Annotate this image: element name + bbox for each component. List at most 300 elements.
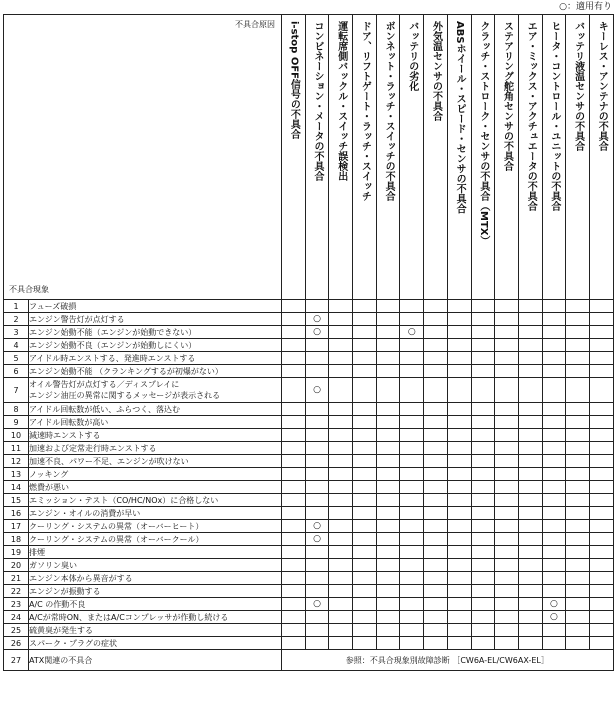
symptom-cell [29, 442, 282, 455]
cause-column-header [566, 15, 590, 300]
row-number: 14 [4, 481, 29, 494]
matrix-cell [471, 429, 495, 442]
matrix-cell [447, 585, 471, 598]
symptom-line: エンジン始動不能（エンジンが始動できない） [29, 327, 197, 337]
matrix-cell [447, 326, 471, 339]
cause-label: 外気温センサの不具合 [430, 21, 442, 121]
matrix-cell [495, 559, 519, 572]
matrix-cell [424, 403, 448, 416]
cause-label: ドア、リフトゲート・ラッチ・スイッチ [359, 21, 371, 201]
matrix-cell [353, 455, 377, 468]
matrix-cell [447, 300, 471, 313]
applicable-mark: ○ [305, 326, 329, 339]
atx-reference-row [4, 650, 614, 671]
matrix-cell [424, 585, 448, 598]
matrix-cell [329, 598, 353, 611]
matrix-cell [353, 300, 377, 313]
matrix-cell [542, 533, 566, 546]
applicable-mark: ○ [305, 533, 329, 546]
symptom-cell [29, 520, 282, 533]
matrix-cell [353, 637, 377, 650]
matrix-cell [447, 598, 471, 611]
row-number: 1 [4, 300, 29, 313]
matrix-cell [542, 520, 566, 533]
matrix-cell [282, 378, 306, 403]
symptom-line: クーリング・システムの異常（オーバーヒート） [29, 521, 204, 531]
row-number: 8 [4, 403, 29, 416]
matrix-cell [471, 507, 495, 520]
matrix-cell [376, 507, 400, 520]
matrix-cell [424, 637, 448, 650]
matrix-cell [329, 416, 353, 429]
matrix-cell [589, 611, 613, 624]
matrix-cell [353, 520, 377, 533]
matrix-cell [471, 313, 495, 326]
matrix-cell [376, 481, 400, 494]
matrix-cell [566, 611, 590, 624]
row-number: 3 [4, 326, 29, 339]
matrix-cell [424, 520, 448, 533]
matrix-cell [542, 559, 566, 572]
cause-column-header [518, 15, 542, 300]
row-number: 6 [4, 365, 29, 378]
matrix-cell [589, 494, 613, 507]
matrix-cell [566, 429, 590, 442]
matrix-cell [282, 520, 306, 533]
matrix-cell [353, 313, 377, 326]
matrix-cell [376, 429, 400, 442]
matrix-cell [400, 611, 424, 624]
matrix-cell [305, 585, 329, 598]
table-row [4, 585, 614, 598]
matrix-cell [400, 507, 424, 520]
matrix-cell [282, 507, 306, 520]
matrix-cell [424, 572, 448, 585]
matrix-cell [424, 611, 448, 624]
matrix-cell [447, 637, 471, 650]
symptom-cell [29, 365, 282, 378]
table-row [4, 429, 614, 442]
matrix-cell [376, 403, 400, 416]
matrix-cell [495, 442, 519, 455]
matrix-cell [424, 416, 448, 429]
matrix-cell [566, 365, 590, 378]
symptom-line: A/Cが常時ON、またはA/Cコンプレッサが作動し続ける [29, 612, 229, 622]
matrix-cell [518, 339, 542, 352]
matrix-cell [424, 300, 448, 313]
matrix-cell [566, 520, 590, 533]
matrix-cell [400, 520, 424, 533]
matrix-cell [518, 326, 542, 339]
legend-note: ○：適用有り [559, 2, 612, 12]
matrix-cell [424, 481, 448, 494]
matrix-cell [495, 326, 519, 339]
matrix-cell [400, 572, 424, 585]
matrix-cell [542, 546, 566, 559]
symptom-cell [29, 403, 282, 416]
row-number: 17 [4, 520, 29, 533]
row-number: 13 [4, 468, 29, 481]
matrix-cell [353, 442, 377, 455]
matrix-cell [518, 416, 542, 429]
matrix-cell [495, 378, 519, 403]
matrix-cell [566, 585, 590, 598]
matrix-cell [589, 533, 613, 546]
matrix-cell [518, 559, 542, 572]
matrix-cell [471, 585, 495, 598]
symptom-line: エミッション・テスト（CO/HC/NOx）に合格しない [29, 495, 219, 505]
matrix-cell [305, 339, 329, 352]
symptom-cell [29, 611, 282, 624]
row-number: 5 [4, 352, 29, 365]
row-number: 22 [4, 585, 29, 598]
matrix-cell [447, 572, 471, 585]
cause-label: i-stop OFF信号の不具合 [288, 21, 300, 139]
applicable-mark: ○ [400, 326, 424, 339]
matrix-cell [589, 378, 613, 403]
matrix-cell [400, 455, 424, 468]
matrix-cell [353, 533, 377, 546]
matrix-cell [542, 339, 566, 352]
matrix-cell [447, 442, 471, 455]
header-corner-cell [4, 15, 282, 300]
matrix-cell [376, 637, 400, 650]
matrix-cell [566, 559, 590, 572]
matrix-cell [447, 468, 471, 481]
table-row [4, 339, 614, 352]
table-row [4, 546, 614, 559]
symptom-line: エンジン警告灯が点灯する [29, 314, 125, 324]
symptom-line: エンジン油圧の異常に関するメッセージが表示される [29, 391, 221, 400]
row-number: 20 [4, 559, 29, 572]
table-row [4, 611, 614, 624]
matrix-cell [542, 572, 566, 585]
matrix-cell [447, 378, 471, 403]
matrix-cell [376, 572, 400, 585]
matrix-cell [329, 468, 353, 481]
reference-note: 参照：不具合現象別故障診断 ［CW6A-EL/CW6AX-EL］ [282, 650, 614, 671]
matrix-cell [471, 546, 495, 559]
matrix-cell [447, 455, 471, 468]
matrix-cell [282, 572, 306, 585]
matrix-cell [589, 572, 613, 585]
matrix-cell [471, 598, 495, 611]
row-number: 23 [4, 598, 29, 611]
matrix-cell [424, 365, 448, 378]
matrix-cell [589, 326, 613, 339]
matrix-cell [400, 442, 424, 455]
matrix-cell [471, 403, 495, 416]
symptom-line: エンジン始動不良（エンジンが始動しにくい） [29, 340, 197, 350]
matrix-cell [518, 624, 542, 637]
row-number: 19 [4, 546, 29, 559]
matrix-cell [589, 300, 613, 313]
cause-label: ステアリング舵角センサの不具合 [501, 21, 513, 171]
matrix-cell [589, 352, 613, 365]
cause-label: キーレス・アンテナの不具合 [596, 21, 608, 151]
table-row [4, 533, 614, 546]
row-number: 21 [4, 572, 29, 585]
matrix-cell [518, 468, 542, 481]
matrix-cell [329, 339, 353, 352]
matrix-cell [447, 416, 471, 429]
cause-column-header [471, 15, 495, 300]
matrix-cell [589, 416, 613, 429]
symptom-cell [29, 416, 282, 429]
matrix-cell [329, 559, 353, 572]
matrix-cell [282, 442, 306, 455]
matrix-cell [376, 611, 400, 624]
table-row [4, 352, 614, 365]
symptom-line: クーリング・システムの異常（オーバークール） [29, 534, 204, 544]
matrix-cell [589, 455, 613, 468]
matrix-cell [329, 624, 353, 637]
symptom-axis-label: 不具合現象 [9, 285, 49, 294]
cause-label: バッテリの劣化 [406, 21, 418, 91]
table-row [4, 442, 614, 455]
matrix-cell [400, 546, 424, 559]
matrix-cell [376, 598, 400, 611]
table-row [4, 559, 614, 572]
symptom-cell [29, 481, 282, 494]
applicable-mark: ○ [305, 313, 329, 326]
symptom-line: アイドル時エンストする、発進時エンストする [29, 353, 196, 363]
matrix-cell [424, 378, 448, 403]
row-number: 18 [4, 533, 29, 546]
matrix-cell [589, 429, 613, 442]
symptom-cell [29, 326, 282, 339]
matrix-cell [566, 378, 590, 403]
cause-label: エア・ミックス・アクチュエータの不具合 [525, 21, 537, 211]
matrix-cell [566, 494, 590, 507]
table-row [4, 507, 614, 520]
matrix-cell [353, 339, 377, 352]
matrix-cell [471, 468, 495, 481]
symptom-line: 硫黄臭が発生する [29, 625, 93, 635]
row-number: 2 [4, 313, 29, 326]
matrix-cell [282, 300, 306, 313]
matrix-cell [424, 494, 448, 507]
matrix-cell [471, 624, 495, 637]
applicable-mark: ○ [542, 598, 566, 611]
symptom-line: 排煙 [29, 547, 45, 557]
matrix-cell [329, 455, 353, 468]
matrix-cell [518, 546, 542, 559]
cause-column-header [353, 15, 377, 300]
symptom-cell [29, 624, 282, 637]
matrix-cell [495, 429, 519, 442]
cause-column-header [305, 15, 329, 300]
matrix-cell [376, 416, 400, 429]
matrix-cell [353, 585, 377, 598]
matrix-cell [400, 378, 424, 403]
symptom-cell [29, 494, 282, 507]
matrix-cell [424, 313, 448, 326]
table-row [4, 416, 614, 429]
matrix-cell [495, 598, 519, 611]
matrix-cell [542, 507, 566, 520]
matrix-cell [305, 494, 329, 507]
matrix-cell [400, 624, 424, 637]
symptom-cell [29, 546, 282, 559]
matrix-cell [329, 352, 353, 365]
symptom-cell [29, 378, 282, 403]
symptom-line: エンジン始動不能 （クランキングするが初爆がない） [29, 366, 223, 376]
matrix-cell [282, 326, 306, 339]
symptom-line: 加速不良、パワー不足、エンジンが吹けない [29, 456, 189, 466]
matrix-cell [518, 300, 542, 313]
row-number: 11 [4, 442, 29, 455]
matrix-cell [376, 378, 400, 403]
matrix-cell [400, 494, 424, 507]
table-row [4, 468, 614, 481]
row-number: 25 [4, 624, 29, 637]
matrix-cell [329, 507, 353, 520]
matrix-cell [305, 481, 329, 494]
matrix-cell [376, 455, 400, 468]
matrix-cell [305, 637, 329, 650]
symptom-line: エンジン・オイルの消費が早い [29, 508, 141, 518]
matrix-cell [282, 637, 306, 650]
matrix-cell [353, 611, 377, 624]
matrix-cell [518, 455, 542, 468]
matrix-cell [447, 352, 471, 365]
matrix-cell [282, 598, 306, 611]
symptom-line: エンジンが振動する [29, 586, 101, 596]
symptom-line: エンジン本体から異音がする [29, 573, 133, 583]
matrix-cell [495, 339, 519, 352]
matrix-cell [329, 533, 353, 546]
cause-label: ABSホイール・スピード・センサの不具合 [454, 21, 466, 214]
matrix-cell [376, 352, 400, 365]
matrix-cell [566, 455, 590, 468]
matrix-cell [447, 429, 471, 442]
matrix-cell [329, 313, 353, 326]
matrix-cell [305, 611, 329, 624]
matrix-cell [471, 339, 495, 352]
matrix-cell [305, 442, 329, 455]
symptom-cell [29, 650, 282, 671]
matrix-cell [447, 546, 471, 559]
matrix-cell [518, 507, 542, 520]
symptom-cell [29, 572, 282, 585]
matrix-cell [518, 429, 542, 442]
matrix-cell [566, 326, 590, 339]
matrix-cell [282, 481, 306, 494]
matrix-cell [400, 598, 424, 611]
table-row [4, 378, 614, 403]
matrix-cell [566, 468, 590, 481]
row-number: 26 [4, 637, 29, 650]
symptom-cell [29, 429, 282, 442]
matrix-cell [282, 416, 306, 429]
matrix-cell [329, 481, 353, 494]
symptom-cell [29, 339, 282, 352]
matrix-cell [329, 520, 353, 533]
matrix-cell [447, 611, 471, 624]
matrix-cell [566, 572, 590, 585]
matrix-cell [329, 546, 353, 559]
diagnosis-matrix-table [3, 14, 614, 671]
matrix-cell [495, 365, 519, 378]
matrix-cell [566, 339, 590, 352]
matrix-cell [305, 365, 329, 378]
matrix-cell [518, 442, 542, 455]
symptom-cell [29, 468, 282, 481]
matrix-cell [589, 403, 613, 416]
symptom-cell [29, 585, 282, 598]
matrix-cell [589, 365, 613, 378]
matrix-cell [305, 429, 329, 442]
matrix-cell [376, 624, 400, 637]
matrix-cell [400, 481, 424, 494]
matrix-cell [305, 300, 329, 313]
matrix-cell [518, 365, 542, 378]
matrix-cell [471, 559, 495, 572]
matrix-cell [518, 533, 542, 546]
matrix-cell [282, 455, 306, 468]
matrix-cell [376, 533, 400, 546]
cause-column-header [589, 15, 613, 300]
matrix-cell [282, 559, 306, 572]
matrix-cell [518, 637, 542, 650]
cause-column-header [329, 15, 353, 300]
matrix-cell [353, 326, 377, 339]
matrix-cell [282, 468, 306, 481]
matrix-cell [495, 520, 519, 533]
matrix-cell [589, 507, 613, 520]
matrix-cell [353, 365, 377, 378]
matrix-cell [566, 533, 590, 546]
matrix-cell [589, 546, 613, 559]
matrix-cell [447, 339, 471, 352]
symptom-rows [4, 300, 614, 650]
matrix-cell [400, 637, 424, 650]
matrix-cell [376, 520, 400, 533]
matrix-cell [424, 559, 448, 572]
matrix-cell [329, 637, 353, 650]
matrix-cell [329, 585, 353, 598]
row-number: 24 [4, 611, 29, 624]
matrix-cell [471, 378, 495, 403]
table-row [4, 624, 614, 637]
matrix-cell [376, 585, 400, 598]
matrix-cell [447, 533, 471, 546]
matrix-cell [471, 416, 495, 429]
matrix-cell [589, 481, 613, 494]
cause-label: コンビネーション・メータの不具合 [312, 21, 324, 181]
matrix-cell [471, 533, 495, 546]
matrix-cell [542, 326, 566, 339]
matrix-cell [518, 313, 542, 326]
symptom-line: ATX関連の不具合 [29, 655, 93, 665]
table-row [4, 637, 614, 650]
symptom-line: オイル警告灯が点灯する／ディスプレイに [29, 380, 180, 389]
row-number: 15 [4, 494, 29, 507]
matrix-cell [400, 352, 424, 365]
matrix-cell [376, 339, 400, 352]
matrix-cell [566, 442, 590, 455]
matrix-cell [353, 378, 377, 403]
cause-axis-label: 不具合原因 [235, 20, 275, 29]
matrix-cell [566, 546, 590, 559]
matrix-cell [542, 403, 566, 416]
cause-column-header [542, 15, 566, 300]
matrix-cell [518, 585, 542, 598]
matrix-cell [495, 637, 519, 650]
matrix-cell [447, 494, 471, 507]
row-number: 4 [4, 339, 29, 352]
